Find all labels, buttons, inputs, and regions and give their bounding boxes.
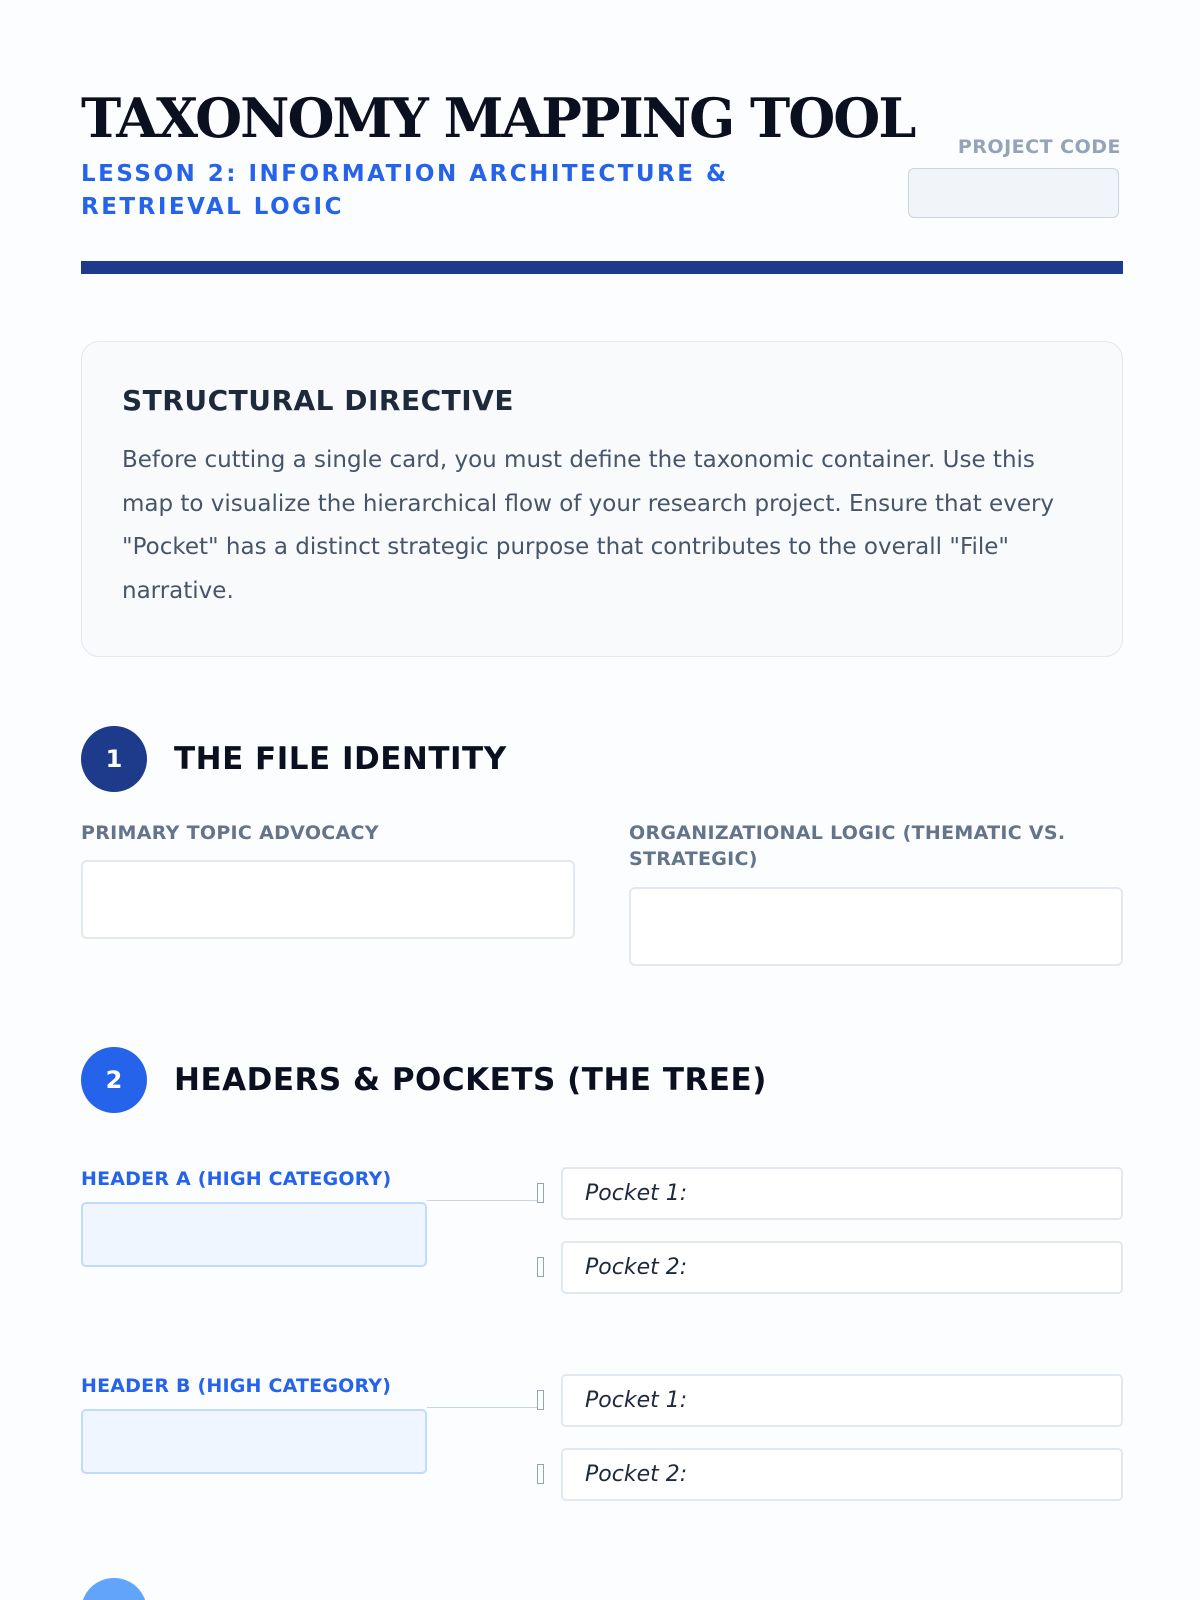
organizational-logic-input[interactable] — [629, 887, 1123, 966]
page-title: TAXONOMY MAPPING TOOL — [81, 86, 915, 150]
section-1-title: THE FILE IDENTITY — [174, 741, 507, 777]
section-1-number-badge: 1 — [81, 726, 147, 792]
pocket-a2-input[interactable]: Pocket 2: — [561, 1241, 1123, 1294]
primary-topic-label: PRIMARY TOPIC ADVOCACY — [81, 822, 379, 844]
header-divider — [81, 261, 1123, 274]
primary-topic-input[interactable] — [81, 860, 575, 939]
directive-title: STRUCTURAL DIRECTIVE — [122, 384, 514, 417]
header-b-label: HEADER B (HIGH CATEGORY) — [81, 1375, 392, 1397]
directive-body: Before cutting a single card, you must define the taxonomic container. Use this map to visualize the hierarchical flow of your research project. Ensure that every "Pocket" has a distinct strategic purpose that contributes to the overall "File" narrative. — [122, 447, 1055, 604]
project-code-label: PROJECT CODE — [957, 136, 1121, 158]
header-a-connector — [427, 1200, 537, 1201]
pocket-a1-input[interactable]: Pocket 1: — [561, 1167, 1123, 1220]
section-2-heading — [81, 1047, 767, 1113]
section-3-number-badge — [81, 1578, 147, 1600]
section-1-heading — [81, 726, 507, 792]
lesson-subtitle: LESSON 2: INFORMATION ARCHITECTURE & RETRIEVAL LOGIC — [81, 161, 729, 220]
pocket-b1-input[interactable]: Pocket 1: — [561, 1374, 1123, 1427]
section-2-title: HEADERS & POCKETS (THE TREE) — [174, 1062, 767, 1098]
pocket-b2-input[interactable]: Pocket 2: — [561, 1448, 1123, 1501]
document-header — [81, 86, 1121, 224]
structural-directive-card — [81, 341, 1123, 657]
header-a-input[interactable] — [81, 1202, 427, 1267]
section-2-number-badge: 2 — [81, 1047, 147, 1113]
organizational-logic-label: ORGANIZATIONAL LOGIC (THEMATIC VS. STRATEGIC) — [629, 822, 1066, 870]
pocket-b2-bracket-icon — [537, 1464, 544, 1484]
pocket-a1-bracket-icon — [537, 1183, 544, 1203]
section-3-heading — [81, 1578, 174, 1600]
pocket-b1-bracket-icon — [537, 1390, 544, 1410]
header-b-input[interactable] — [81, 1409, 427, 1474]
header-a-label: HEADER A (HIGH CATEGORY) — [81, 1168, 392, 1190]
pocket-a2-bracket-icon — [537, 1257, 544, 1277]
project-code-input[interactable] — [908, 168, 1119, 218]
header-b-connector — [427, 1407, 537, 1408]
project-code-field — [908, 136, 1121, 218]
